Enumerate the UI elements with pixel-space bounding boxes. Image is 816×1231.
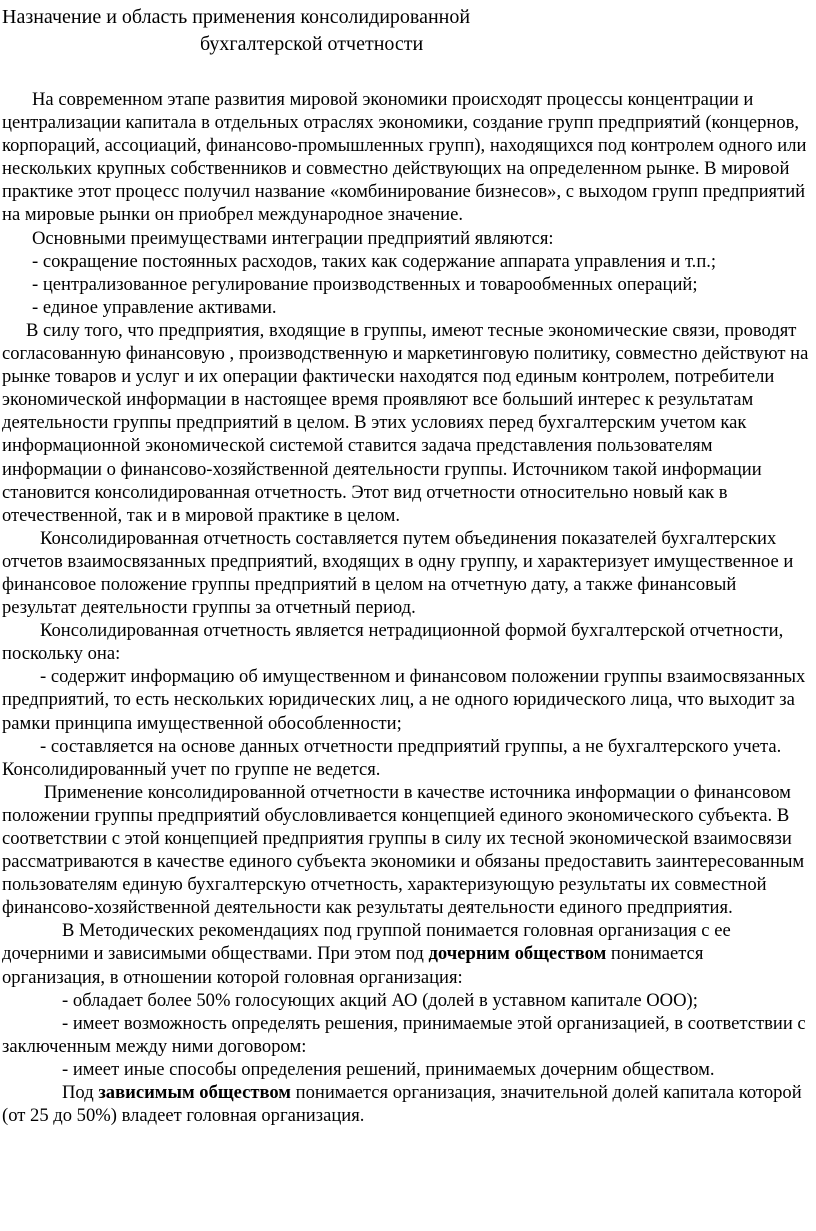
paragraph-nontraditional-form: Консолидированная отчетность является нетрадиционной формой бухгалтерской отчетности, поскольку она:	[2, 620, 784, 665]
document-title	[2, 4, 810, 58]
paragraph-intro: На современном этапе развития мировой экономики происходят процессы концентрации и централизации капитала в отдельных отраслях экономики, создание групп предприятий (концернов, корпораций, ассоциаций, финансово-промышленных групп), находящихся под контролем одного или нескольких крупных собственников и совместно действующих на определенном рынке. В мировой практике этот процесс получил название «комбинирование бизнесов», с выходом групп предприятий на мировые рынки он приобрел международное значение.	[2, 89, 807, 226]
list-item: - имеет возможность определять решения, принимаемые этой организацией, в соответствии с заключенным между ними договором:	[2, 1012, 806, 1057]
paragraph-advantages: Основными преимуществами интеграции предприятий являются:	[32, 227, 554, 249]
text-span: понимается организация, значительной долей капитала которой (от 25 до 50%) владеет головная организация.	[2, 1082, 802, 1127]
paragraph-dependent-definition	[2, 1081, 810, 1127]
paragraph-single-entity-concept: Применение консолидированной отчетности в качестве источника информации о финансовом положении группы предприятий обусловливается концепцией единого экономического субъекта. В соответствии с этой концепцией предприятия группы в силу их тесной экономической взаимосвязи рассматриваются в качестве единого субъекта экономики и обязаны предоставить заинтересованным пользователям единую бухгалтерскую отчетность, характеризующую результаты их совместной финансово-хозяйственной деятельности как результаты деятельности единого предприятия.	[2, 781, 805, 919]
term-dependent: зависимым обществом	[98, 1082, 291, 1104]
list-item: - имеет иные способы определения решений, принимаемых дочерним обществом.	[62, 1058, 715, 1080]
paragraph-group-relations: В силу того, что предприятия, входящие в группы, имеют тесные экономические связи, проводят согласованную финансовую , производственную и маркетинговую политику, совместно действуют на рынке товаров и услуг и их операции фактически находятся под единым контролем, потребители экономической информации в настоящее время проявляют все больший интерес к результатам деятельности группы предприятий в целом. В этих условиях перед бухгалтерским учетом как информационной экономической системой ставится задача представления пользователям информации о финансово-хозяйственной деятельности группы. Источником такой информации становится консолидированная отчетность. Этот вид отчетности относительно новый как в отечественной, так и в мировой практике в целом.	[2, 319, 809, 526]
paragraph-consolidation-definition: Консолидированная отчетность составляется путем объединения показателей бухгалтерских отчетов взаимосвязанных предприятий, входящих в одну группу, и характеризует имущественное и финансовое положение группы предприятий в целом на отчетную дату, а также финансовый результат деятельности группы за отчетный период.	[2, 527, 794, 619]
text-span: Под	[62, 1082, 99, 1104]
text-span: понимается организация, в отношении которой головная организация:	[2, 943, 704, 988]
title-line-2: бухгалтерской отчетности	[200, 33, 424, 55]
term-subsidiary: дочерним обществом	[428, 943, 607, 965]
list-item: - сокращение постоянных расходов, таких как содержание аппарата управления и т.п.;	[32, 250, 717, 272]
list-item: - централизованное регулирование производственных и товарообменных операций;	[32, 273, 698, 295]
title-line-1: Назначение и область применения консолидированной	[2, 6, 471, 28]
list-item: - содержит информацию об имущественном и финансовом положении группы взаимосвязанных предприятий, то есть нескольких юридических лиц, а не одного юридического лица, что выходит за рамки принципа имущественной обособленности;	[2, 666, 806, 734]
list-item: - обладает более 50% голосующих акций АО (долей в уставном капитале ООО);	[62, 989, 698, 1011]
list-item: - единое управление активами.	[32, 296, 277, 318]
list-item: - составляется на основе данных отчетности предприятий группы, а не бухгалтерского учета. Консолидированный учет по группе не ведется.	[2, 735, 782, 780]
text-span: В Методических рекомендациях под группой понимается головная организация с ее дочерними и зависимыми обществами. При этом под	[2, 920, 731, 965]
paragraph-subsidiary-definition	[2, 919, 810, 988]
document-body	[2, 88, 810, 1127]
